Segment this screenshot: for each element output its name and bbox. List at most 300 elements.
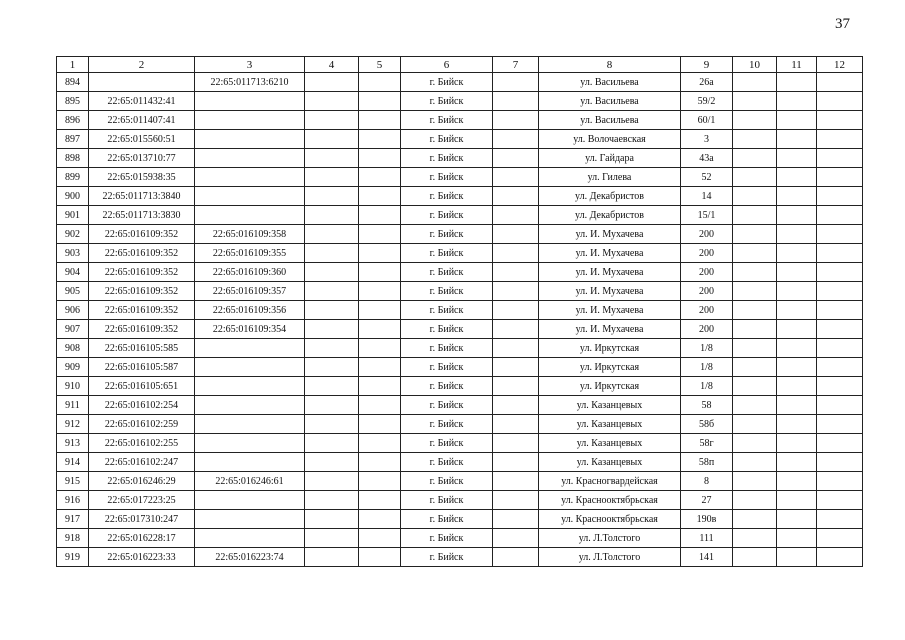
table-cell: 22:65:016246:61 — [195, 472, 305, 491]
table-cell — [359, 453, 401, 472]
table-cell — [733, 130, 777, 149]
table-row — [57, 377, 863, 396]
table-cell: 22:65:016105:585 — [89, 339, 195, 358]
table-cell — [493, 415, 539, 434]
table-row — [57, 282, 863, 301]
table-cell — [777, 415, 817, 434]
table-cell — [195, 206, 305, 225]
table-cell — [777, 225, 817, 244]
table-cell: 894 — [57, 73, 89, 92]
table-cell: г. Бийск — [401, 263, 493, 282]
table-cell: 918 — [57, 529, 89, 548]
table-cell — [305, 149, 359, 168]
table-cell — [493, 453, 539, 472]
table-cell — [359, 149, 401, 168]
table-cell — [305, 92, 359, 111]
header-row — [57, 57, 863, 73]
table-cell — [359, 510, 401, 529]
table-cell — [817, 111, 863, 130]
table-cell: 22:65:016109:354 — [195, 320, 305, 339]
table-cell — [305, 491, 359, 510]
table-cell — [195, 491, 305, 510]
register-table — [56, 56, 863, 567]
table-row — [57, 434, 863, 453]
table-cell: ул. И. Мухачева — [539, 320, 681, 339]
column-header: 6 — [401, 57, 493, 73]
table-cell: ул. И. Мухачева — [539, 263, 681, 282]
table-cell: ул. Казанцевых — [539, 415, 681, 434]
table-cell — [733, 529, 777, 548]
table-cell: г. Бийск — [401, 472, 493, 491]
table-cell: 200 — [681, 320, 733, 339]
table-cell: 22:65:015560:51 — [89, 130, 195, 149]
table-cell — [777, 320, 817, 339]
table-row — [57, 548, 863, 567]
table-cell: ул. Иркутская — [539, 339, 681, 358]
table-cell — [733, 453, 777, 472]
table-cell: ул. Казанцевых — [539, 434, 681, 453]
column-header: 11 — [777, 57, 817, 73]
table-cell: 22:65:016102:255 — [89, 434, 195, 453]
table-cell — [777, 453, 817, 472]
table-cell — [359, 244, 401, 263]
table-cell: 22:65:016105:651 — [89, 377, 195, 396]
table-cell — [777, 396, 817, 415]
table-cell: ул. Иркутская — [539, 358, 681, 377]
table-cell: г. Бийск — [401, 548, 493, 567]
table-cell — [493, 491, 539, 510]
table-row — [57, 263, 863, 282]
table-cell — [817, 453, 863, 472]
table-cell: 22:65:016109:352 — [89, 301, 195, 320]
table-cell — [305, 111, 359, 130]
table-row — [57, 168, 863, 187]
table-cell: 910 — [57, 377, 89, 396]
table-row — [57, 396, 863, 415]
table-cell: 22:65:011713:3830 — [89, 206, 195, 225]
table-cell — [817, 263, 863, 282]
table-cell: ул. И. Мухачева — [539, 282, 681, 301]
table-cell: 200 — [681, 282, 733, 301]
table-cell: 8 — [681, 472, 733, 491]
table-cell — [733, 225, 777, 244]
table-cell: г. Бийск — [401, 377, 493, 396]
table-cell — [493, 510, 539, 529]
table-cell — [777, 529, 817, 548]
table-cell — [777, 187, 817, 206]
table-cell: ул. Декабристов — [539, 187, 681, 206]
table-cell — [493, 187, 539, 206]
table-cell — [817, 244, 863, 263]
column-header: 5 — [359, 57, 401, 73]
table-cell — [305, 358, 359, 377]
table-row — [57, 187, 863, 206]
table-cell — [195, 168, 305, 187]
table-cell — [359, 225, 401, 244]
table-cell — [733, 206, 777, 225]
table-cell: 200 — [681, 301, 733, 320]
table-cell: ул. Васильева — [539, 73, 681, 92]
table-cell — [305, 548, 359, 567]
table-cell — [195, 453, 305, 472]
table-row — [57, 320, 863, 339]
table-cell: 915 — [57, 472, 89, 491]
table-cell: 22:65:011407:41 — [89, 111, 195, 130]
table-cell — [305, 453, 359, 472]
column-header: 10 — [733, 57, 777, 73]
table-cell: 902 — [57, 225, 89, 244]
table-cell — [359, 358, 401, 377]
table-cell: г. Бийск — [401, 130, 493, 149]
table-row — [57, 358, 863, 377]
table-cell: ул. И. Мухачева — [539, 301, 681, 320]
column-header: 9 — [681, 57, 733, 73]
table-cell: 22:65:016223:74 — [195, 548, 305, 567]
table-cell — [493, 434, 539, 453]
table-cell — [195, 529, 305, 548]
table-cell: 58п — [681, 453, 733, 472]
table-cell: г. Бийск — [401, 415, 493, 434]
table-cell: 59/2 — [681, 92, 733, 111]
table-cell: г. Бийск — [401, 282, 493, 301]
table-cell: г. Бийск — [401, 168, 493, 187]
table-cell — [733, 472, 777, 491]
table-cell — [817, 358, 863, 377]
table-cell: 22:65:016105:587 — [89, 358, 195, 377]
table-cell — [777, 73, 817, 92]
table-cell: г. Бийск — [401, 92, 493, 111]
table-cell — [817, 377, 863, 396]
table-cell: 22:65:016109:352 — [89, 282, 195, 301]
table-cell: 58б — [681, 415, 733, 434]
table-cell — [195, 187, 305, 206]
table-cell: 917 — [57, 510, 89, 529]
table-cell — [359, 472, 401, 491]
column-header: 7 — [493, 57, 539, 73]
table-cell — [359, 73, 401, 92]
table-cell: 141 — [681, 548, 733, 567]
table-cell — [733, 301, 777, 320]
table-cell — [89, 73, 195, 92]
table-cell: 22:65:016102:247 — [89, 453, 195, 472]
table-cell — [305, 187, 359, 206]
table-cell — [305, 415, 359, 434]
table-cell: 22:65:016109:357 — [195, 282, 305, 301]
table-cell: ул. Волочаевская — [539, 130, 681, 149]
table-cell: 58 — [681, 396, 733, 415]
table-cell: 22:65:011713:3840 — [89, 187, 195, 206]
table-cell: г. Бийск — [401, 187, 493, 206]
table-cell — [305, 339, 359, 358]
table-cell: г. Бийск — [401, 434, 493, 453]
table-cell — [359, 301, 401, 320]
table-cell: 190в — [681, 510, 733, 529]
table-cell: 22:65:013710:77 — [89, 149, 195, 168]
table-cell: г. Бийск — [401, 206, 493, 225]
table-cell — [195, 358, 305, 377]
table-cell: 200 — [681, 244, 733, 263]
table-cell — [733, 434, 777, 453]
table-cell — [777, 282, 817, 301]
table-cell — [359, 548, 401, 567]
table-cell: 15/1 — [681, 206, 733, 225]
table-cell: 908 — [57, 339, 89, 358]
table-cell — [733, 92, 777, 111]
table-cell — [305, 510, 359, 529]
table-cell: 22:65:016102:259 — [89, 415, 195, 434]
table-cell — [305, 73, 359, 92]
table-row — [57, 301, 863, 320]
table-cell — [493, 244, 539, 263]
table-cell — [305, 130, 359, 149]
table-cell: ул. Краснооктябрьская — [539, 491, 681, 510]
table-cell: г. Бийск — [401, 301, 493, 320]
table-cell — [777, 510, 817, 529]
table-cell: 22:65:016109:352 — [89, 225, 195, 244]
table-cell: 898 — [57, 149, 89, 168]
table-cell: 22:65:016109:358 — [195, 225, 305, 244]
table-cell — [733, 282, 777, 301]
table-cell — [817, 491, 863, 510]
table-cell: г. Бийск — [401, 396, 493, 415]
table-row — [57, 244, 863, 263]
table-cell — [305, 282, 359, 301]
table-cell — [777, 206, 817, 225]
table-cell — [777, 491, 817, 510]
table-cell: 899 — [57, 168, 89, 187]
table-cell — [733, 320, 777, 339]
table-cell — [493, 548, 539, 567]
table-cell: 27 — [681, 491, 733, 510]
table-cell: 1/8 — [681, 358, 733, 377]
table-cell: 111 — [681, 529, 733, 548]
table-cell — [817, 472, 863, 491]
table-cell — [493, 130, 539, 149]
table-cell — [305, 301, 359, 320]
table-cell — [493, 149, 539, 168]
table-cell — [493, 301, 539, 320]
table-cell — [777, 548, 817, 567]
table-cell — [359, 529, 401, 548]
table-cell — [817, 434, 863, 453]
table-cell: 22:65:016109:356 — [195, 301, 305, 320]
table-cell: 913 — [57, 434, 89, 453]
table-cell: ул. Декабристов — [539, 206, 681, 225]
table-cell — [359, 434, 401, 453]
table-cell: 904 — [57, 263, 89, 282]
table-cell — [733, 187, 777, 206]
table-cell — [733, 263, 777, 282]
table-cell — [817, 548, 863, 567]
table-cell: г. Бийск — [401, 320, 493, 339]
table-cell: 903 — [57, 244, 89, 263]
table-row — [57, 510, 863, 529]
table-cell — [305, 472, 359, 491]
table-cell: ул. Краснооктябрьская — [539, 510, 681, 529]
table-row — [57, 491, 863, 510]
table-cell — [359, 415, 401, 434]
table-cell — [493, 168, 539, 187]
table-cell: 22:65:016109:352 — [89, 263, 195, 282]
table-cell: 52 — [681, 168, 733, 187]
table-cell — [493, 73, 539, 92]
table-cell: 58г — [681, 434, 733, 453]
table-row — [57, 206, 863, 225]
table-cell: 911 — [57, 396, 89, 415]
table-cell — [493, 472, 539, 491]
table-cell — [493, 263, 539, 282]
table-cell — [733, 415, 777, 434]
table-cell — [305, 396, 359, 415]
table-cell — [777, 244, 817, 263]
table-cell: 1/8 — [681, 339, 733, 358]
table-cell: г. Бийск — [401, 510, 493, 529]
table-row — [57, 225, 863, 244]
table-cell — [305, 320, 359, 339]
table-cell — [493, 92, 539, 111]
table-cell: 22:65:016223:33 — [89, 548, 195, 567]
table-cell — [817, 225, 863, 244]
table-cell: 3 — [681, 130, 733, 149]
table-cell — [359, 396, 401, 415]
table-cell — [733, 73, 777, 92]
table-cell — [493, 377, 539, 396]
table-cell — [195, 149, 305, 168]
table-cell: ул. Васильева — [539, 111, 681, 130]
table-cell — [359, 320, 401, 339]
table-cell: 916 — [57, 491, 89, 510]
table-cell — [733, 548, 777, 567]
table-cell — [817, 529, 863, 548]
column-header: 12 — [817, 57, 863, 73]
table-cell — [777, 92, 817, 111]
page-number: 37 — [835, 16, 850, 32]
table-cell: 905 — [57, 282, 89, 301]
table-cell — [305, 263, 359, 282]
table-cell — [777, 130, 817, 149]
table-cell — [733, 396, 777, 415]
table-cell — [817, 396, 863, 415]
column-header: 4 — [305, 57, 359, 73]
table-row — [57, 529, 863, 548]
table-row — [57, 73, 863, 92]
table-cell — [493, 225, 539, 244]
table-cell — [777, 301, 817, 320]
table-cell — [359, 92, 401, 111]
table-cell — [359, 491, 401, 510]
table-cell — [195, 111, 305, 130]
column-header: 2 — [89, 57, 195, 73]
table-cell: 14 — [681, 187, 733, 206]
table-cell: 22:65:016109:352 — [89, 244, 195, 263]
table-cell — [817, 168, 863, 187]
table-row — [57, 92, 863, 111]
table-cell: 912 — [57, 415, 89, 434]
table-cell — [733, 244, 777, 263]
table-cell: ул. Гайдара — [539, 149, 681, 168]
table-cell — [195, 415, 305, 434]
table-cell: 914 — [57, 453, 89, 472]
table-cell: 22:65:017310:247 — [89, 510, 195, 529]
table-cell — [359, 111, 401, 130]
table-cell — [733, 491, 777, 510]
table-cell: г. Бийск — [401, 244, 493, 263]
table-cell: 200 — [681, 225, 733, 244]
table-cell — [305, 434, 359, 453]
table-cell — [493, 282, 539, 301]
table-cell — [817, 130, 863, 149]
table-row — [57, 339, 863, 358]
table-cell — [817, 282, 863, 301]
table-cell — [777, 434, 817, 453]
table-row — [57, 130, 863, 149]
table-cell: г. Бийск — [401, 225, 493, 244]
table-cell: 896 — [57, 111, 89, 130]
table-cell: 22:65:011713:6210 — [195, 73, 305, 92]
table-cell — [359, 377, 401, 396]
table-cell: ул. И. Мухачева — [539, 244, 681, 263]
table-cell: 22:65:016228:17 — [89, 529, 195, 548]
table-row — [57, 415, 863, 434]
table-cell — [359, 187, 401, 206]
table-cell — [493, 396, 539, 415]
table-cell — [777, 472, 817, 491]
table-cell: 22:65:016109:352 — [89, 320, 195, 339]
table-cell — [359, 130, 401, 149]
table-cell — [817, 92, 863, 111]
table-cell — [777, 149, 817, 168]
table-cell: г. Бийск — [401, 111, 493, 130]
table-cell: 906 — [57, 301, 89, 320]
table-cell: 1/8 — [681, 377, 733, 396]
table-cell — [305, 225, 359, 244]
table-cell: 43а — [681, 149, 733, 168]
table-cell: 22:65:017223:25 — [89, 491, 195, 510]
table-cell: 901 — [57, 206, 89, 225]
table-cell — [195, 130, 305, 149]
table-cell — [305, 168, 359, 187]
table-cell: 895 — [57, 92, 89, 111]
table-cell — [305, 377, 359, 396]
table-cell — [777, 358, 817, 377]
table-cell — [817, 187, 863, 206]
table-cell: ул. И. Мухачева — [539, 225, 681, 244]
table-cell — [359, 282, 401, 301]
table-cell: г. Бийск — [401, 491, 493, 510]
table-cell — [305, 244, 359, 263]
table-cell — [493, 111, 539, 130]
table-cell: ул. Л.Толстого — [539, 529, 681, 548]
table-cell — [777, 263, 817, 282]
table-cell: 22:65:016102:254 — [89, 396, 195, 415]
table-cell — [493, 206, 539, 225]
table-cell — [733, 111, 777, 130]
table-cell: г. Бийск — [401, 149, 493, 168]
table-cell — [195, 339, 305, 358]
table-cell — [305, 529, 359, 548]
table-cell — [817, 301, 863, 320]
table-cell — [817, 339, 863, 358]
table-cell — [195, 510, 305, 529]
table-cell: 22:65:016109:360 — [195, 263, 305, 282]
table-cell — [817, 149, 863, 168]
table-cell: 919 — [57, 548, 89, 567]
table-cell: ул. Красногвардейская — [539, 472, 681, 491]
table-cell: 200 — [681, 263, 733, 282]
table-cell — [733, 168, 777, 187]
table-cell — [817, 510, 863, 529]
table-cell — [733, 377, 777, 396]
